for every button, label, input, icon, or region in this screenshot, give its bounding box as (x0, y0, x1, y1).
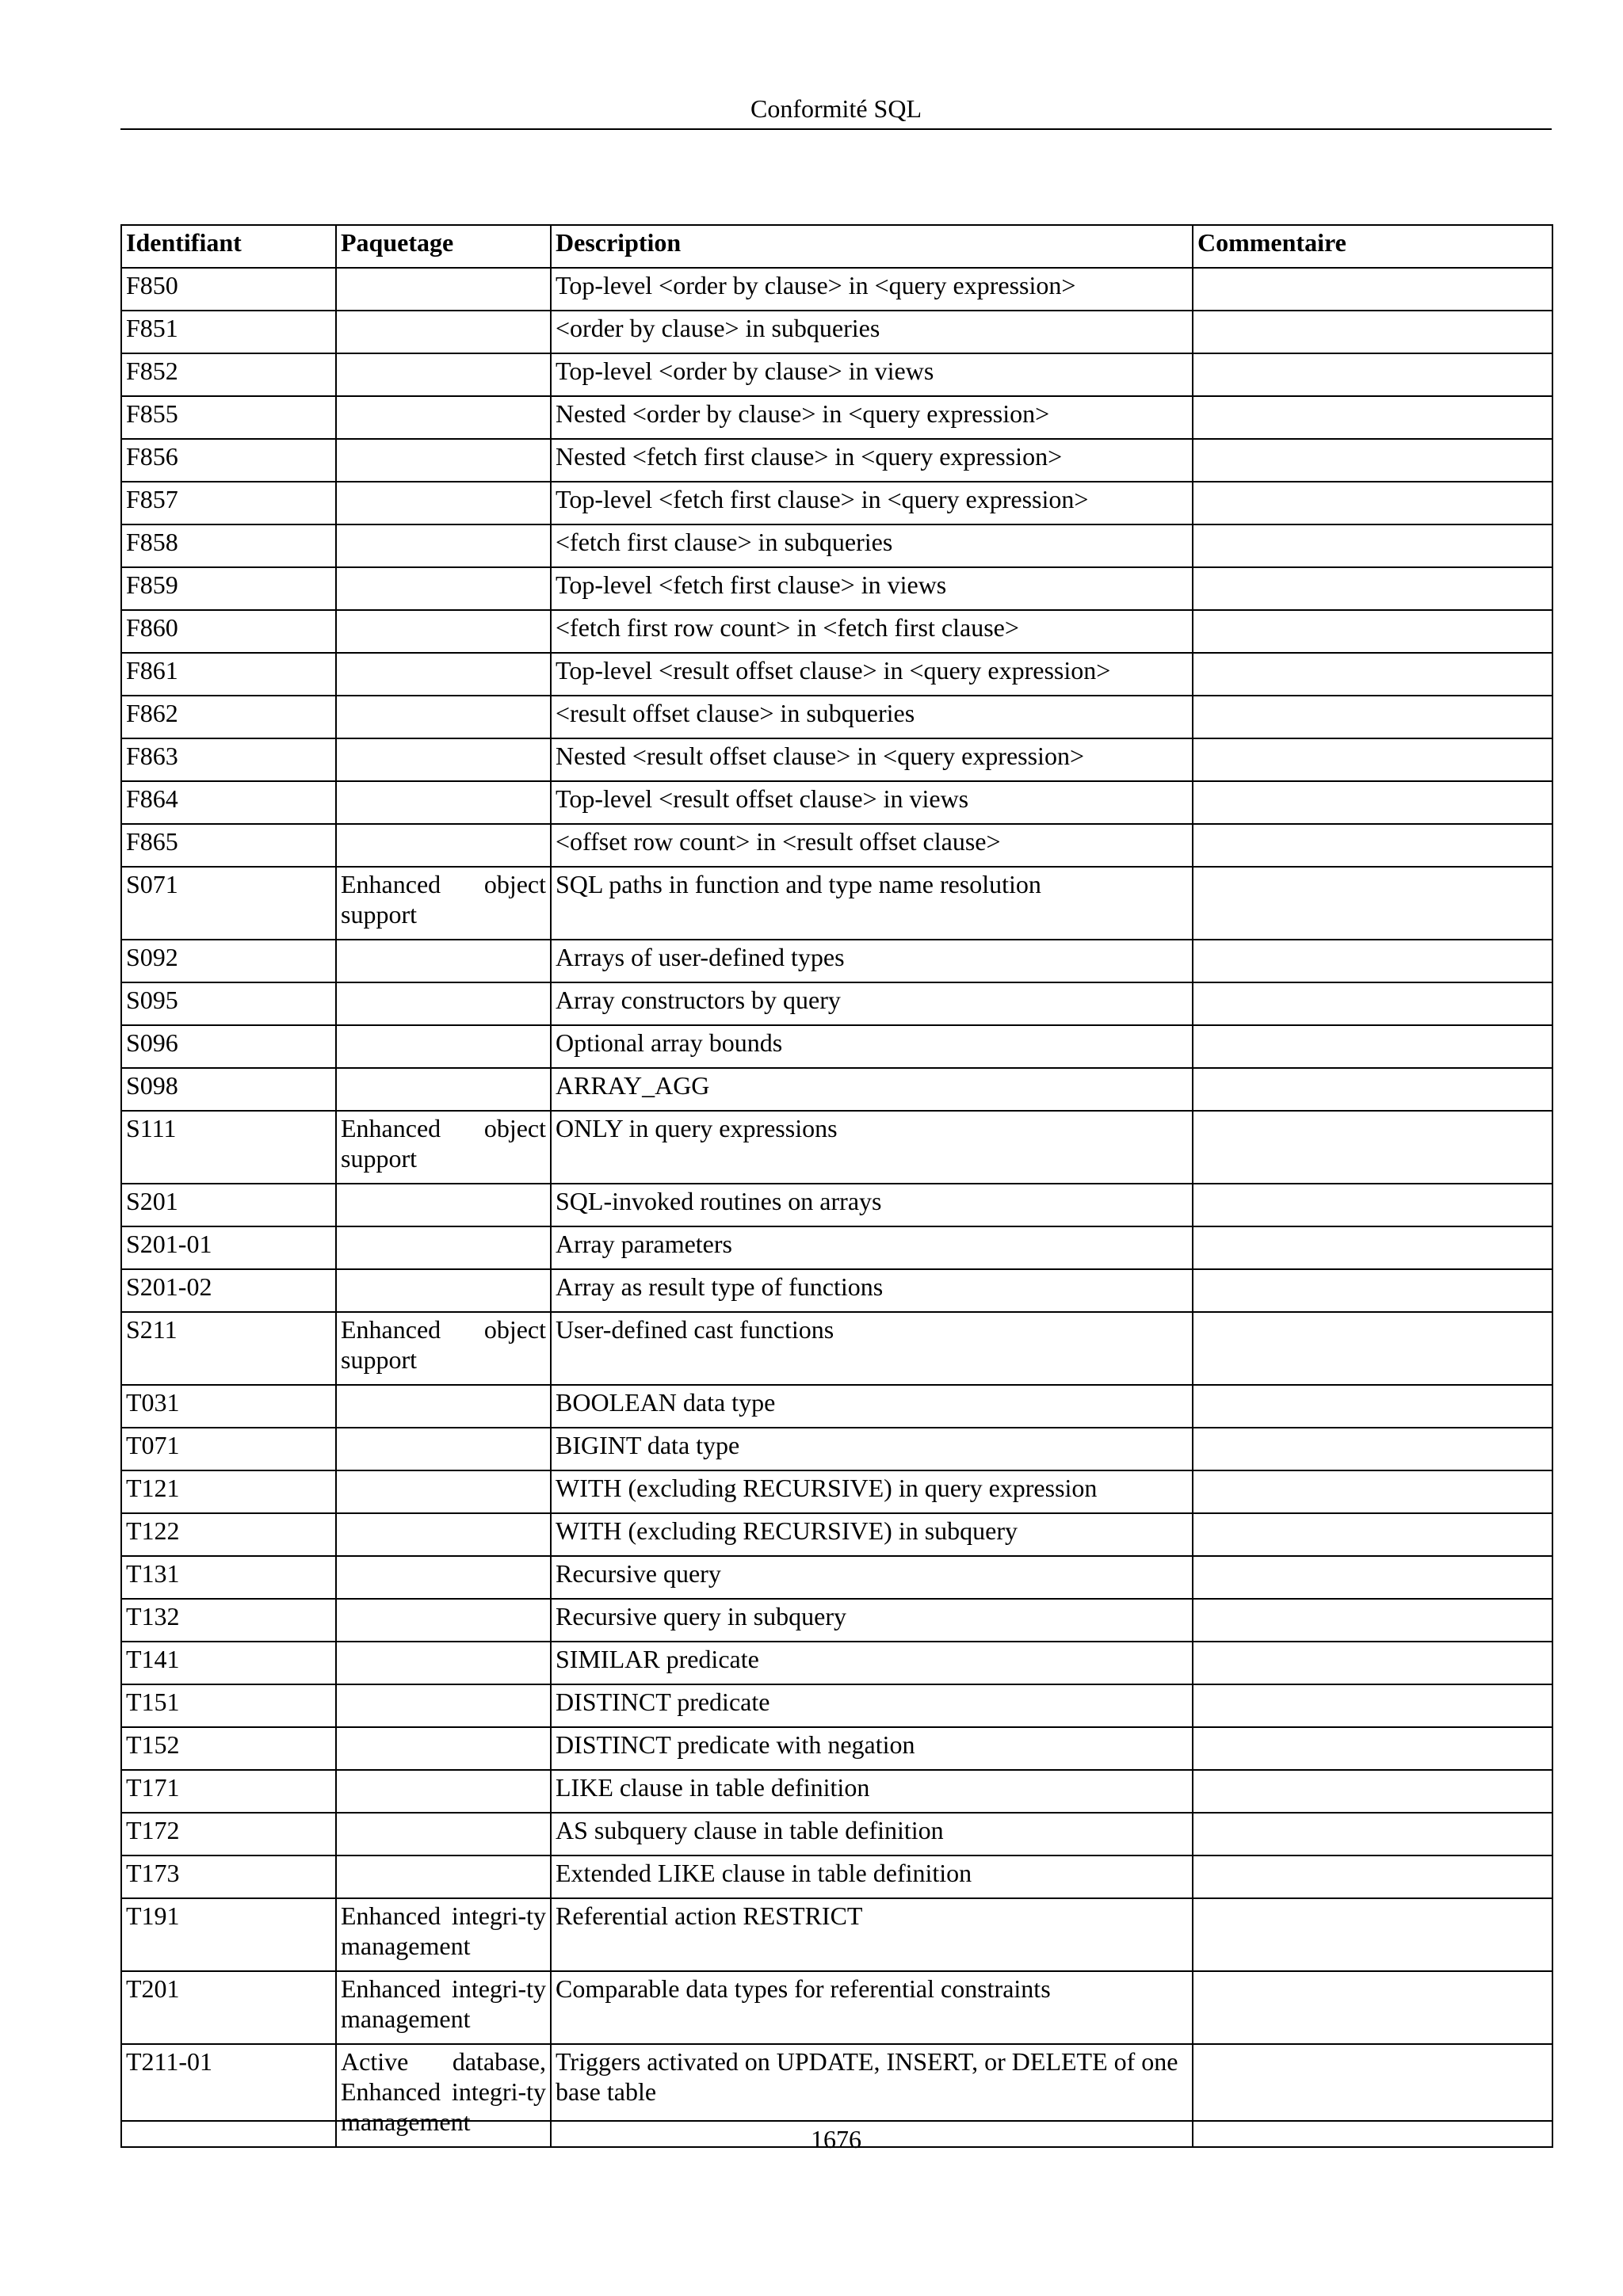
cell-description: Array as result type of functions (551, 1269, 1193, 1312)
cell-identifiant: S211 (121, 1312, 336, 1385)
table-row (121, 1470, 1552, 1513)
cell-identifiant: T211-01 (121, 2044, 336, 2147)
cell-commentaire (1193, 268, 1552, 311)
cell-description: <fetch first row count> in <fetch first clause> (551, 610, 1193, 653)
cell-paquetage (336, 1184, 551, 1226)
cell-identifiant: S201-01 (121, 1226, 336, 1269)
cell-commentaire (1193, 439, 1552, 482)
table-row (121, 311, 1552, 353)
conformance-table (120, 224, 1553, 2148)
cell-identifiant: F857 (121, 482, 336, 524)
cell-identifiant: T152 (121, 1727, 336, 1770)
cell-paquetage (336, 1226, 551, 1269)
cell-identifiant: T122 (121, 1513, 336, 1556)
cell-description: Top-level <result offset clause> in <query expression> (551, 653, 1193, 696)
cell-description: <fetch first clause> in subqueries (551, 524, 1193, 567)
cell-identifiant: F864 (121, 781, 336, 824)
cell-description: Arrays of user-defined types (551, 940, 1193, 982)
cell-identifiant: F858 (121, 524, 336, 567)
cell-paquetage (336, 396, 551, 439)
cell-identifiant: T191 (121, 1898, 336, 1971)
table-row (121, 940, 1552, 982)
cell-paquetage (336, 1470, 551, 1513)
cell-paquetage: Enhanced object support (336, 1312, 551, 1385)
page-footer (120, 2120, 1552, 2157)
cell-commentaire (1193, 353, 1552, 396)
cell-description: ONLY in query expressions (551, 1111, 1193, 1184)
cell-commentaire (1193, 1226, 1552, 1269)
cell-paquetage (336, 567, 551, 610)
cell-identifiant: F865 (121, 824, 336, 867)
cell-description: Top-level <order by clause> in <query expression> (551, 268, 1193, 311)
cell-paquetage: Enhanced object support (336, 1111, 551, 1184)
cell-paquetage (336, 940, 551, 982)
cell-commentaire (1193, 1813, 1552, 1855)
cell-description: <offset row count> in <result offset clause> (551, 824, 1193, 867)
table-row (121, 696, 1552, 738)
table-row (121, 1513, 1552, 1556)
cell-identifiant: F852 (121, 353, 336, 396)
cell-commentaire (1193, 396, 1552, 439)
cell-paquetage (336, 1269, 551, 1312)
cell-commentaire (1193, 653, 1552, 696)
cell-description: Array constructors by query (551, 982, 1193, 1025)
table-header-row (121, 225, 1552, 268)
cell-identifiant: T173 (121, 1855, 336, 1898)
cell-commentaire (1193, 1556, 1552, 1599)
cell-commentaire (1193, 1269, 1552, 1312)
table-row (121, 1111, 1552, 1184)
cell-commentaire (1193, 1184, 1552, 1226)
cell-paquetage (336, 439, 551, 482)
table-row (121, 439, 1552, 482)
cell-commentaire (1193, 482, 1552, 524)
table-row (121, 524, 1552, 567)
table-row (121, 1727, 1552, 1770)
table-row (121, 1428, 1552, 1470)
cell-paquetage: Enhanced integri-ty management (336, 1971, 551, 2044)
table-row (121, 738, 1552, 781)
table-row (121, 610, 1552, 653)
cell-identifiant: T121 (121, 1470, 336, 1513)
cell-paquetage (336, 268, 551, 311)
cell-commentaire (1193, 524, 1552, 567)
cell-paquetage (336, 610, 551, 653)
cell-paquetage (336, 1770, 551, 1813)
cell-commentaire (1193, 1770, 1552, 1813)
cell-identifiant: S071 (121, 867, 336, 940)
cell-commentaire (1193, 1025, 1552, 1068)
cell-paquetage (336, 824, 551, 867)
cell-paquetage (336, 781, 551, 824)
cell-commentaire (1193, 1385, 1552, 1428)
cell-description: <result offset clause> in subqueries (551, 696, 1193, 738)
cell-identifiant: T172 (121, 1813, 336, 1855)
table-row (121, 982, 1552, 1025)
cell-commentaire (1193, 738, 1552, 781)
cell-identifiant: F851 (121, 311, 336, 353)
cell-description: <order by clause> in subqueries (551, 311, 1193, 353)
table-row (121, 1184, 1552, 1226)
table-body (121, 268, 1552, 2147)
cell-description: LIKE clause in table definition (551, 1770, 1193, 1813)
cell-paquetage (336, 1684, 551, 1727)
cell-paquetage (336, 696, 551, 738)
cell-identifiant: T151 (121, 1684, 336, 1727)
table-row (121, 1684, 1552, 1727)
cell-description: Comparable data types for referential constraints (551, 1971, 1193, 2044)
cell-commentaire (1193, 1068, 1552, 1111)
cell-identifiant: T031 (121, 1385, 336, 1428)
cell-description: Nested <fetch first clause> in <query expression> (551, 439, 1193, 482)
cell-description: WITH (excluding RECURSIVE) in subquery (551, 1513, 1193, 1556)
cell-description: BOOLEAN data type (551, 1385, 1193, 1428)
cell-commentaire (1193, 1727, 1552, 1770)
cell-description: Recursive query in subquery (551, 1599, 1193, 1642)
cell-commentaire (1193, 1971, 1552, 2044)
cell-description: DISTINCT predicate with negation (551, 1727, 1193, 1770)
cell-identifiant: F862 (121, 696, 336, 738)
column-header-commentaire: Commentaire (1193, 225, 1552, 268)
table-row (121, 1813, 1552, 1855)
cell-paquetage (336, 653, 551, 696)
cell-commentaire (1193, 1428, 1552, 1470)
cell-paquetage (336, 1855, 551, 1898)
cell-commentaire (1193, 1312, 1552, 1385)
cell-description: Top-level <result offset clause> in views (551, 781, 1193, 824)
table-row (121, 653, 1552, 696)
cell-commentaire (1193, 1513, 1552, 1556)
cell-commentaire (1193, 696, 1552, 738)
cell-paquetage (336, 738, 551, 781)
cell-identifiant: S201 (121, 1184, 336, 1226)
cell-description: Nested <result offset clause> in <query expression> (551, 738, 1193, 781)
table-row (121, 1642, 1552, 1684)
cell-paquetage (336, 524, 551, 567)
cell-paquetage (336, 1025, 551, 1068)
cell-commentaire (1193, 1599, 1552, 1642)
cell-commentaire (1193, 311, 1552, 353)
cell-description: Recursive query (551, 1556, 1193, 1599)
cell-commentaire (1193, 567, 1552, 610)
table-row (121, 1898, 1552, 1971)
table-row (121, 1068, 1552, 1111)
cell-identifiant: S095 (121, 982, 336, 1025)
cell-identifiant: F861 (121, 653, 336, 696)
cell-commentaire (1193, 1642, 1552, 1684)
table-row (121, 1599, 1552, 1642)
cell-paquetage (336, 1068, 551, 1111)
cell-description: AS subquery clause in table definition (551, 1813, 1193, 1855)
column-header-paquetage: Paquetage (336, 225, 551, 268)
cell-paquetage (336, 482, 551, 524)
cell-identifiant: S096 (121, 1025, 336, 1068)
cell-commentaire (1193, 867, 1552, 940)
table-row (121, 567, 1552, 610)
cell-identifiant: F856 (121, 439, 336, 482)
cell-paquetage (336, 1727, 551, 1770)
cell-description: Triggers activated on UPDATE, INSERT, or DELETE of one base table (551, 2044, 1193, 2147)
cell-description: Optional array bounds (551, 1025, 1193, 1068)
table-row (121, 1770, 1552, 1813)
cell-description: Referential action RESTRICT (551, 1898, 1193, 1971)
conformance-table-container (120, 224, 1552, 2148)
table-row (121, 396, 1552, 439)
cell-description: Array parameters (551, 1226, 1193, 1269)
cell-identifiant: F863 (121, 738, 336, 781)
cell-commentaire (1193, 1855, 1552, 1898)
table-row (121, 1855, 1552, 1898)
table-row (121, 1025, 1552, 1068)
cell-identifiant: F859 (121, 567, 336, 610)
cell-paquetage (336, 1428, 551, 1470)
table-row (121, 867, 1552, 940)
table-row (121, 1269, 1552, 1312)
table-row (121, 268, 1552, 311)
cell-description: BIGINT data type (551, 1428, 1193, 1470)
cell-commentaire (1193, 940, 1552, 982)
cell-commentaire (1193, 1470, 1552, 1513)
cell-commentaire (1193, 1111, 1552, 1184)
cell-description: ARRAY_AGG (551, 1068, 1193, 1111)
table-row (121, 1226, 1552, 1269)
cell-identifiant: S092 (121, 940, 336, 982)
table-row (121, 1312, 1552, 1385)
table-row (121, 353, 1552, 396)
cell-commentaire (1193, 1684, 1552, 1727)
column-header-description: Description (551, 225, 1193, 268)
cell-identifiant: T201 (121, 1971, 336, 2044)
table-row (121, 1556, 1552, 1599)
page-number: 1676 (811, 2125, 861, 2153)
table-row (121, 824, 1552, 867)
cell-paquetage (336, 311, 551, 353)
cell-commentaire (1193, 982, 1552, 1025)
cell-identifiant: T071 (121, 1428, 336, 1470)
table-row (121, 781, 1552, 824)
page-header (120, 89, 1552, 130)
cell-description: SQL-invoked routines on arrays (551, 1184, 1193, 1226)
cell-description: SIMILAR predicate (551, 1642, 1193, 1684)
cell-paquetage (336, 1513, 551, 1556)
cell-identifiant: F860 (121, 610, 336, 653)
table-row (121, 482, 1552, 524)
cell-paquetage (336, 1813, 551, 1855)
cell-paquetage: Enhanced object support (336, 867, 551, 940)
cell-paquetage: Active database, Enhanced integri-ty management (336, 2044, 551, 2147)
cell-paquetage (336, 1599, 551, 1642)
table-row (121, 1385, 1552, 1428)
cell-paquetage (336, 1642, 551, 1684)
cell-description: User-defined cast functions (551, 1312, 1193, 1385)
cell-paquetage (336, 353, 551, 396)
cell-description: Extended LIKE clause in table definition (551, 1855, 1193, 1898)
cell-commentaire (1193, 824, 1552, 867)
cell-paquetage: Enhanced integri-ty management (336, 1898, 551, 1971)
cell-identifiant: T171 (121, 1770, 336, 1813)
cell-paquetage (336, 1385, 551, 1428)
cell-identifiant: S201-02 (121, 1269, 336, 1312)
cell-description: Top-level <order by clause> in views (551, 353, 1193, 396)
cell-commentaire (1193, 1898, 1552, 1971)
cell-identifiant: S098 (121, 1068, 336, 1111)
cell-identifiant: T141 (121, 1642, 336, 1684)
cell-description: SQL paths in function and type name resolution (551, 867, 1193, 940)
cell-description: DISTINCT predicate (551, 1684, 1193, 1727)
cell-identifiant: T131 (121, 1556, 336, 1599)
column-header-identifiant: Identifiant (121, 225, 336, 268)
cell-identifiant: T132 (121, 1599, 336, 1642)
cell-description: Nested <order by clause> in <query expression> (551, 396, 1193, 439)
cell-paquetage (336, 982, 551, 1025)
cell-commentaire (1193, 610, 1552, 653)
cell-identifiant: F855 (121, 396, 336, 439)
cell-description: Top-level <fetch first clause> in views (551, 567, 1193, 610)
cell-identifiant: F850 (121, 268, 336, 311)
table-row (121, 1971, 1552, 2044)
cell-paquetage (336, 1556, 551, 1599)
cell-commentaire (1193, 781, 1552, 824)
cell-description: Top-level <fetch first clause> in <query expression> (551, 482, 1193, 524)
cell-identifiant: S111 (121, 1111, 336, 1184)
page-header-title: Conformité SQL (750, 94, 922, 123)
cell-description: WITH (excluding RECURSIVE) in query expression (551, 1470, 1193, 1513)
